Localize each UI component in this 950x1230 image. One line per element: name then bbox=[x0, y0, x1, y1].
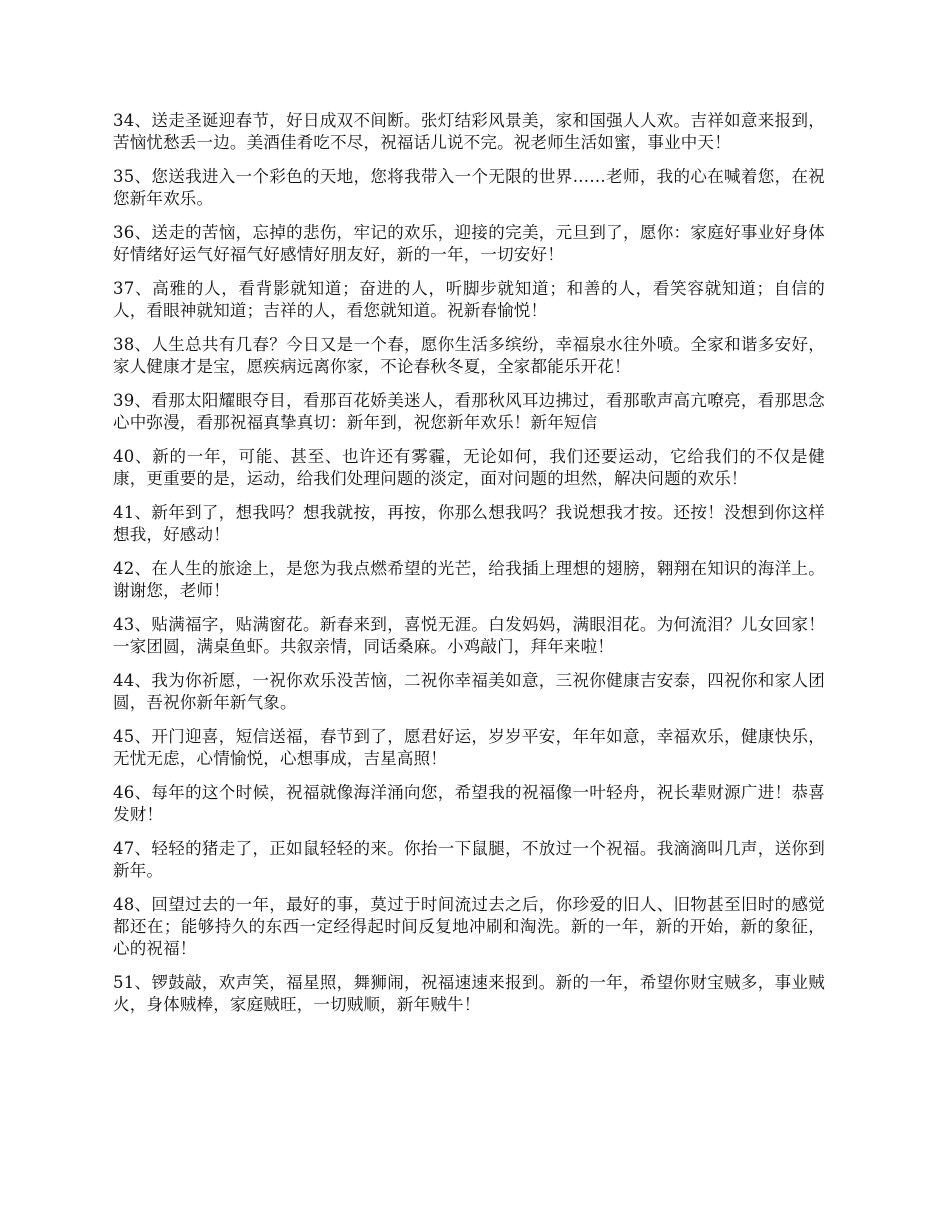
paragraph-34: 34、送走圣诞迎春节，好日成双不间断。张灯结彩风景美，家和国强人人欢。吉祥如意来报到，苦恼忧愁丢一边。美酒佳肴吃不尽，祝福话儿说不完。祝老师生活如蜜，事业中天！ bbox=[113, 111, 825, 152]
paragraph-38: 38、人生总共有几春？今日又是一个春，愿你生活多缤纷，幸福泉水往外喷。全家和谐多安好，家人健康才是宝，愿疾病远离你家，不论春秋冬夏，全家都能乐开花！ bbox=[113, 335, 825, 376]
paragraph-48: 48、回望过去的一年，最好的事，莫过于时间流过去之后，你珍爱的旧人、旧物甚至旧时的感觉都还在；能够持久的东西一定经得起时间反复地冲刷和淘洗。新的一年，新的开始，新的象征，心的祝福！ bbox=[113, 895, 825, 958]
paragraph-41: 41、新年到了，想我吗？想我就按，再按，你那么想我吗？我说想我才按。还按！没想到你这样想我，好感动！ bbox=[113, 503, 825, 544]
paragraph-37: 37、高雅的人，看背影就知道；奋进的人，听脚步就知道；和善的人，看笑容就知道；自信的人，看眼神就知道；吉祥的人，看您就知道。祝新春愉悦！ bbox=[113, 279, 825, 320]
paragraph-42: 42、在人生的旅途上，是您为我点燃希望的光芒，给我插上理想的翅膀，翱翔在知识的海洋上。谢谢您，老师！ bbox=[113, 559, 825, 600]
paragraph-36: 36、送走的苦恼，忘掉的悲伤，牢记的欢乐，迎接的完美，元旦到了，愿你：家庭好事业好身体好情绪好运气好福气好感情好朋友好，新的一年，一切安好！ bbox=[113, 223, 825, 264]
paragraph-44: 44、我为你祈愿，一祝你欢乐没苦恼，二祝你幸福美如意，三祝你健康吉安泰，四祝你和家人团圆，吾祝你新年新气象。 bbox=[113, 671, 825, 712]
paragraph-46: 46、每年的这个时候，祝福就像海洋涌向您，希望我的祝福像一叶轻舟，祝长辈财源广进！恭喜发财！ bbox=[113, 783, 825, 824]
paragraph-39: 39、看那太阳耀眼夺目，看那百花娇美迷人，看那秋风耳边拂过，看那歌声高亢嘹亮，看那思念心中弥漫，看那祝福真挚真切：新年到，祝您新年欢乐！新年短信 bbox=[113, 391, 825, 432]
paragraph-47: 47、轻轻的猪走了，正如鼠轻轻的来。你抬一下鼠腿，不放过一个祝福。我滴滴叫几声，送你到新年。 bbox=[113, 839, 825, 880]
paragraph-43: 43、贴满福字，贴满窗花。新春来到，喜悦无涯。白发妈妈，满眼泪花。为何流泪？儿女回家！一家团圆，满桌鱼虾。共叙亲情，同话桑麻。小鸡敲门，拜年来啦！ bbox=[113, 615, 825, 656]
paragraph-40: 40、新的一年，可能、甚至、也许还有雾霾，无论如何，我们还要运动，它给我们的不仅是健康，更重要的是，运动，给我们处理问题的淡定，面对问题的坦然，解决问题的欢乐！ bbox=[113, 447, 825, 488]
paragraph-35: 35、您送我进入一个彩色的天地，您将我带入一个无限的世界……老师，我的心在喊着您，在祝您新年欢乐。 bbox=[113, 167, 825, 208]
paragraph-51: 51、锣鼓敲，欢声笑，福星照，舞狮闹，祝福速速来报到。新的一年，希望你财宝贼多，事业贼火，身体贼棒，家庭贼旺，一切贼顺，新年贼牛！ bbox=[113, 973, 825, 1014]
paragraph-45: 45、开门迎喜，短信送福，春节到了，愿君好运，岁岁平安，年年如意，幸福欢乐，健康快乐，无忧无虑，心情愉悦，心想事成，吉星高照！ bbox=[113, 727, 825, 768]
document-body bbox=[113, 110, 825, 1028]
